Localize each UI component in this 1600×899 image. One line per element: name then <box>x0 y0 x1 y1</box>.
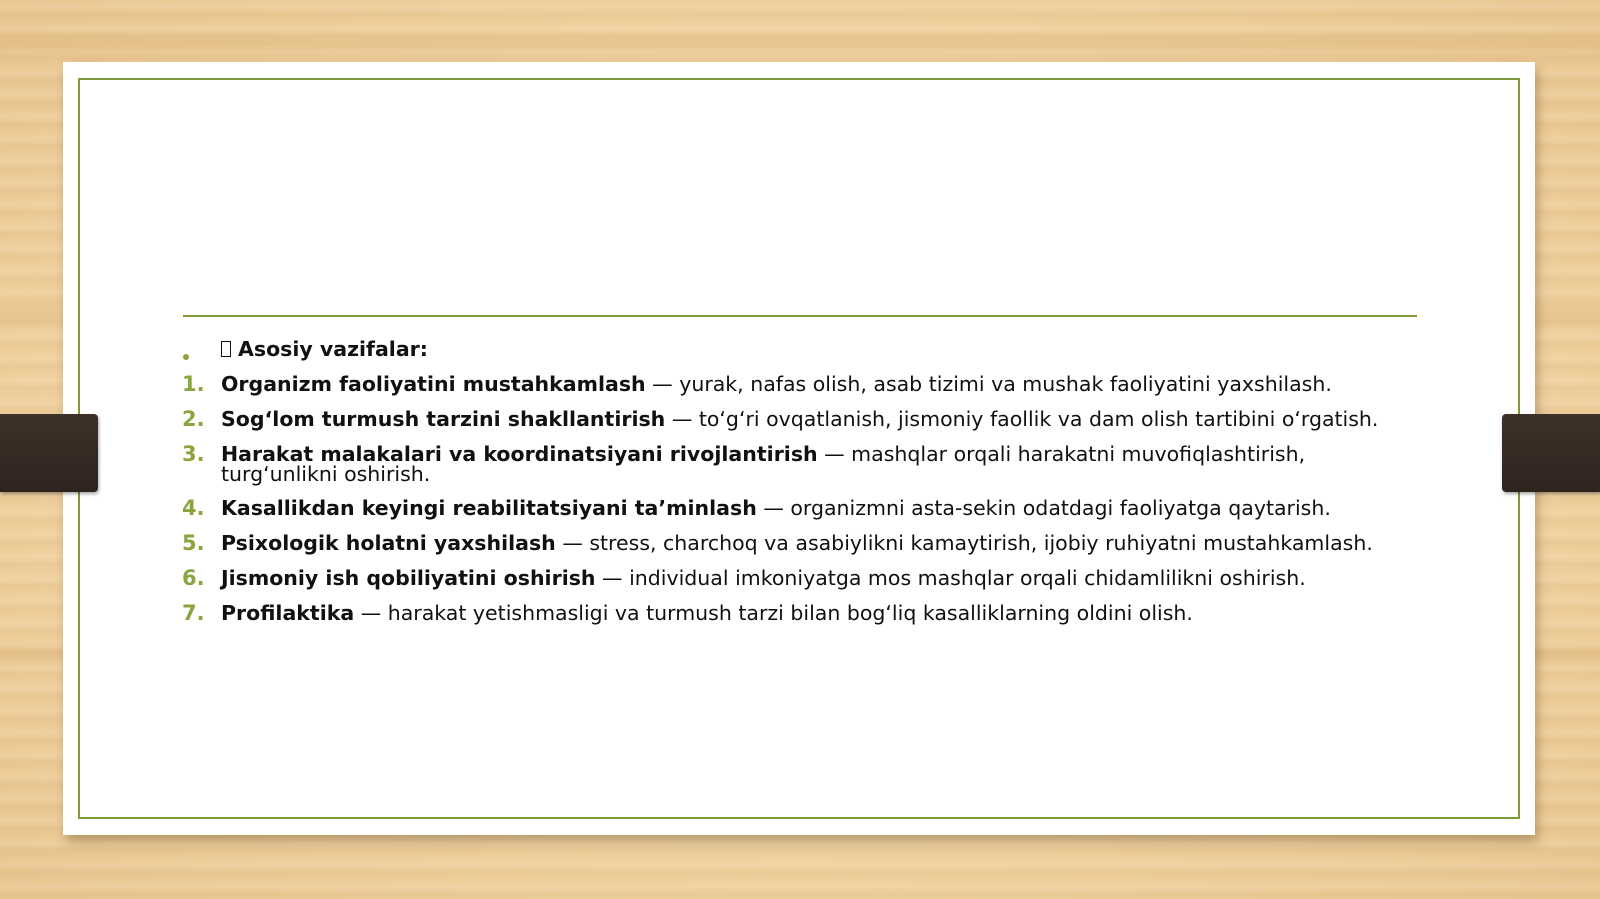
list-item-term: Harakat malakalari va koordinatsiyani rivojlantirish <box>221 442 818 466</box>
list-item-description: — organizmni asta-sekin odatdagi faoliyatga qaytarish. <box>763 496 1331 520</box>
list-number: 3. <box>182 442 205 466</box>
list-item-description: — mashqlar orqali harakatni muvofiqlashtirish, turg‘unlikni oshirish. <box>221 442 1306 486</box>
list-item <box>182 603 1418 623</box>
list-heading: Asosiy vazifalar: <box>238 337 428 361</box>
list-item <box>182 533 1418 553</box>
title-placeholder <box>183 110 1417 300</box>
list-number: 6. <box>182 566 205 590</box>
title-divider <box>183 315 1417 317</box>
list-number: 4. <box>182 496 205 520</box>
list-item-description: — yurak, nafas olish, asab tizimi va mushak faoliyatini yaxshilash. <box>652 372 1332 396</box>
list-item-term: Psixologik holatni yaxshilash <box>221 531 556 555</box>
heading-item <box>182 339 1418 359</box>
list-item-description: — individual imkoniyatga mos mashqlar orqali chidamlilikni oshirish. <box>602 566 1306 590</box>
list-item-term: Kasallikdan keyingi reabilitatsiyani ta’minlash <box>221 496 757 520</box>
list-number: 1. <box>182 372 205 396</box>
list-item <box>182 409 1418 429</box>
list-item <box>182 374 1418 394</box>
slide-content <box>182 339 1418 638</box>
list-item-term: Sog‘lom turmush tarzini shakllantirish <box>221 407 666 431</box>
list-item-term: Jismoniy ish qobiliyatini oshirish <box>221 566 596 590</box>
list-number: 7. <box>182 601 205 625</box>
list-number: 5. <box>182 531 205 555</box>
list-item-term: Profilaktika <box>221 601 355 625</box>
list-item-description: — stress, charchoq va asabiylikni kamaytirish, ijobiy ruhiyatni mustahkamlash. <box>562 531 1373 555</box>
list-item <box>182 444 1418 484</box>
binder-clip-right <box>1502 414 1600 492</box>
list-item <box>182 498 1418 518</box>
binder-clip-left <box>0 414 98 492</box>
list-item-term: Organizm faoliyatini mustahkamlash <box>221 372 646 396</box>
list-number: 2. <box>182 407 205 431</box>
missing-glyph-icon <box>221 341 231 357</box>
background-wood-grain <box>0 30 1600 60</box>
list-item <box>182 568 1418 588</box>
list-item-description: — to‘g‘ri ovqatlanish, jismoniy faollik va dam olish tartibini o‘rgatish. <box>671 407 1379 431</box>
list-item-description: — harakat yetishmasligi va turmush tarzi bilan bog‘liq kasalliklarning oldini olish. <box>360 601 1193 625</box>
bullet-dot-icon <box>183 354 189 360</box>
